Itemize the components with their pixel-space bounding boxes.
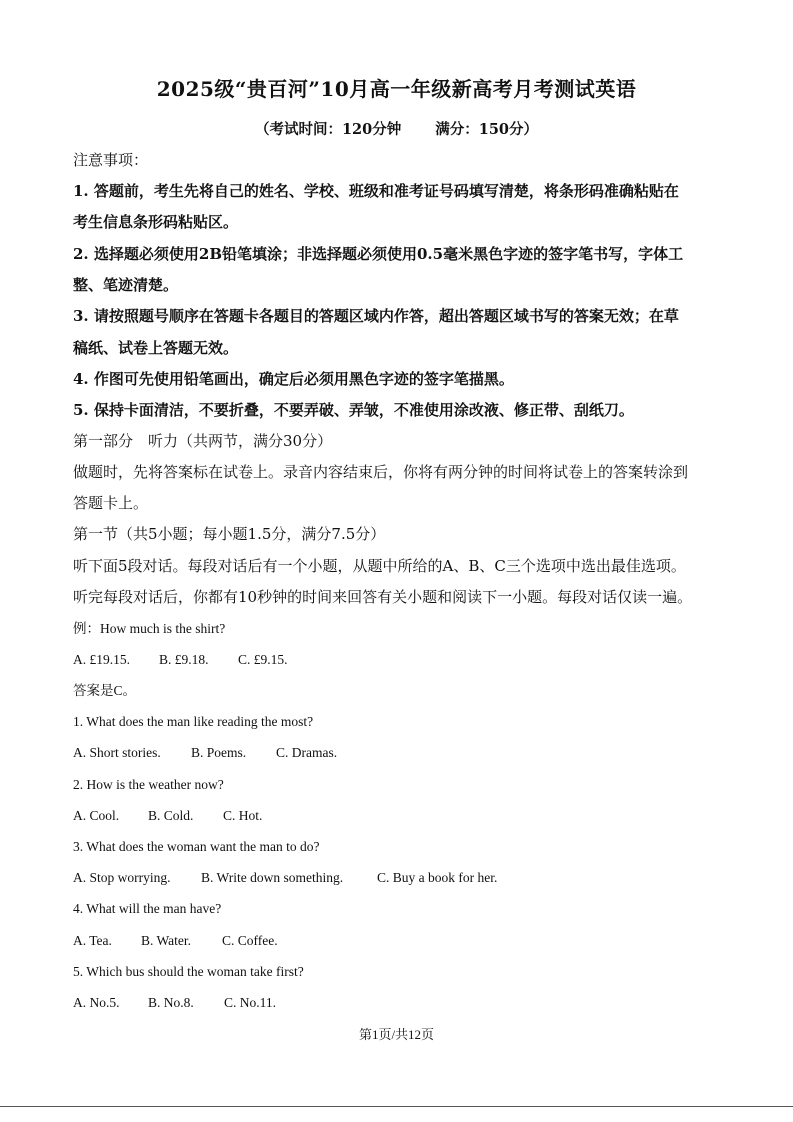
option-b: B. Water. [141, 933, 192, 948]
question-2-options [73, 806, 733, 826]
notice-line: 1. 答题前，考生先将自己的姓名、学校、班级和准考证号码填写清楚，将条形码准确粘贴在 [73, 182, 679, 200]
notice-line: 2. 选择题必须使用2B铅笔填涂；非选择题必须使用0.5毫米黑色字迹的签字笔书写，字体工 [73, 245, 684, 263]
question-3-options [73, 868, 733, 888]
option-b: B. Poems. [191, 745, 247, 760]
part1-heading: 第一部分 听力（共两节，满分30分） [73, 432, 333, 450]
option-b: B. No.8. [148, 995, 194, 1010]
part1-instruction: 做题时，先将答案标在试卷上。录音内容结束后，你将有两分钟的时间将试卷上的答案转涂到 [73, 463, 689, 481]
example-answer: 答案是C。 [73, 683, 137, 698]
option-a: A. No.5. [73, 995, 120, 1010]
option-b: B. Write down something. [201, 870, 344, 885]
part1-instruction: 答题卡上。 [73, 494, 149, 512]
question-2: 2. How is the weather now? [73, 777, 224, 792]
option-b: B. Cold. [148, 808, 194, 823]
question-5: 5. Which bus should the woman take first? [73, 964, 304, 979]
option-a: A. Stop worrying. [73, 870, 171, 885]
full-marks: 满分：150分） [435, 121, 539, 138]
question-3: 3. What does the woman want the man to do? [73, 839, 320, 854]
exam-time: （考试时间：120分钟 [254, 121, 402, 138]
option-b: B. £9.18. [159, 652, 209, 667]
page-number: 第1页/共12页 [358, 1027, 435, 1042]
notice-line: 考生信息条形码粘贴区。 [73, 213, 239, 231]
question-1: 1. What does the man like reading the most? [73, 714, 314, 729]
notice-line: 整、笔迹清楚。 [73, 276, 179, 294]
option-c: C. £9.15. [238, 652, 288, 667]
option-c: C. Coffee. [222, 933, 278, 948]
question-1-options [73, 743, 733, 763]
example-options [73, 650, 733, 670]
option-c: C. Hot. [223, 808, 263, 823]
question-5-options [73, 993, 733, 1013]
notice-line: 5. 保持卡面清洁，不要折叠，不要弄破、弄皱，不准使用涂改液、修正带、刮纸刀。 [73, 401, 634, 419]
section1-instruction: 听完每段对话后，你都有10秒钟的时间来回答有关小题和阅读下一小题。每段对话仅读一遍。 [73, 588, 693, 606]
exam-title: 2025级“贵百河”10月高一年级新高考月考测试英语 [156, 77, 637, 101]
example-question: 例：How much is the shirt? [73, 621, 226, 636]
notice-heading: 注意事项： [73, 151, 149, 169]
question-4: 4. What will the man have? [73, 901, 222, 916]
option-a: A. £19.15. [73, 652, 130, 667]
notice-line: 稿纸、试卷上答题无效。 [73, 339, 239, 357]
option-c: C. No.11. [224, 995, 277, 1010]
option-a: A. Tea. [73, 933, 112, 948]
question-4-options [73, 931, 733, 951]
section1-instruction: 听下面5段对话。每段对话后有一个小题，从题中所给的A、B、C三个选项中选出最佳选项。 [73, 557, 686, 575]
section1-heading: 第一节（共5小题；每小题1.5分，满分7.5分） [73, 525, 386, 543]
exam-subtitle [0, 118, 793, 139]
option-c: C. Buy a book for her. [377, 870, 498, 885]
notice-line: 3. 请按照题号顺序在答题卡各题目的答题区域内作答，超出答题区域书写的答案无效；在草 [73, 307, 679, 325]
option-a: A. Short stories. [73, 745, 161, 760]
notice-line: 4. 作图可先使用铅笔画出，确定后必须用黑色字迹的签字笔描黑。 [73, 370, 514, 388]
page-bottom-divider [0, 1106, 793, 1107]
option-a: A. Cool. [73, 808, 120, 823]
option-c: C. Dramas. [276, 745, 338, 760]
